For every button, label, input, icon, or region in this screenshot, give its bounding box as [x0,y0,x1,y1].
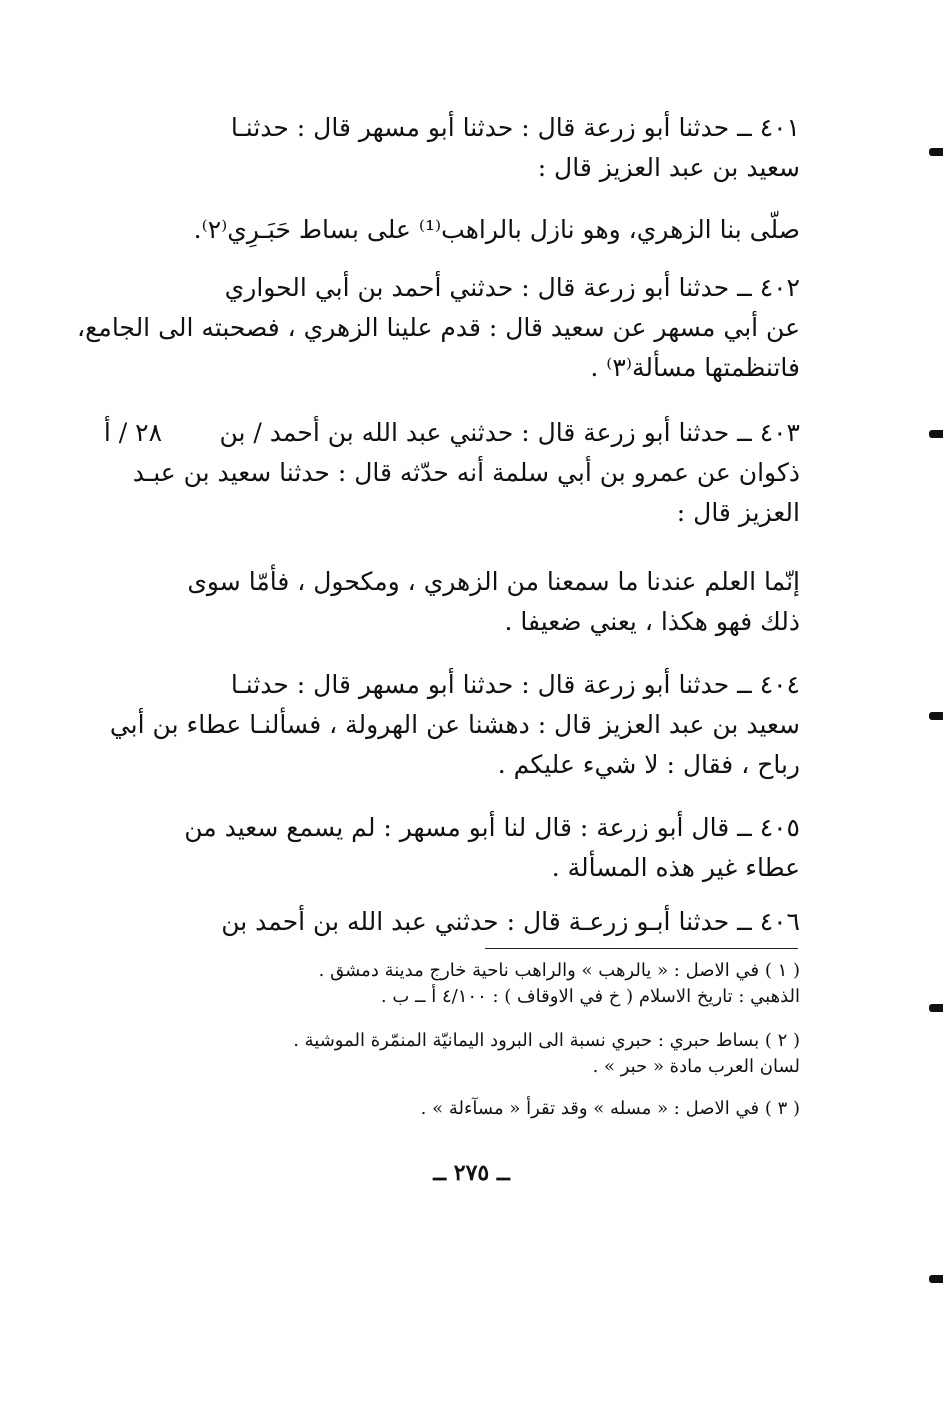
text-line: فاتنظمتها مسألة⁽٣⁾ . [590,353,800,382]
footnote-line: ( ٢ ) بساط حبري : حبري نسبة الى البرود اليمانيّة المنمّرة الموشية . [293,1030,800,1051]
footnote-line: لسان العرب مادة « حبر » . [592,1056,800,1077]
folio-margin-note: ٢٨ / أ [103,418,162,447]
footnote-line: الذهبي : تاريخ الاسلام ( خ في الاوقاف ) : ٤/١٠٠ أ ــ ب . [380,986,800,1007]
text-line: سعيد بن عبد العزيز قال : [537,153,800,182]
text-line: ذلك فهو هكذا ، يعني ضعيفا . [504,607,800,636]
text-line: سعيد بن عبد العزيز قال : دهشنا عن الهرولة ، فسألنـا عطاء بن أبي [109,710,800,739]
hadith-402 [77,268,800,388]
footnote-2 [160,1028,800,1080]
text-line: ٤٠٦ ــ حدثنا أبـو زرعـة قال : حدثني عبد الله بن أحمد بن [221,907,800,936]
hadith-403-quote [160,562,800,642]
hadith-404 [109,665,800,785]
scan-edge-mark [929,1004,943,1012]
text-line: عن أبي مسهر عن سعيد قال : قدم علينا الزهري ، فصحبته الى الجامع، [77,313,800,342]
text-line: عطاء غير هذه المسألة . [551,853,800,882]
scan-edge-mark [929,712,943,720]
text-line: صلّى بنا الزهري، وهو نازل بالراهب⁽¹⁾ على بساط حَبَـرِي⁽٢⁾. [193,215,800,244]
scan-edge-mark [929,148,943,156]
footnote-3 [160,1096,800,1122]
footnote-1 [160,958,800,1010]
hadith-406 [160,902,800,942]
hadith-401 [160,108,800,188]
text-line: ذكوان عن عمرو بن أبي سلمة أنه حدّثه قال : حدثنا سعيد بن عبـد [132,458,800,487]
footnote-line: ( ١ ) في الاصل : « يالرهب » والراهب ناحية خارج مدينة دمشق . [318,960,800,981]
text-line: ٤٠٤ ــ حدثنا أبو زرعة قال : حدثنا أبو مسهر قال : حدثنـا [230,670,800,699]
hadith-401-quote [160,210,800,250]
footnote-divider [485,948,798,949]
text-line: العزيز قال : [676,498,800,527]
scan-edge-mark [929,1275,943,1283]
scan-edge-mark [929,430,943,438]
text-line: ٤٠٢ ــ حدثنا أبو زرعة قال : حدثني أحمد بن أبي الحواري [224,273,800,302]
page-number: ــ ٢٧٥ ــ [433,1160,510,1186]
footnote-line: ( ٣ ) في الاصل : « مسله » وقد تقرأ « مسآءلة » . [420,1098,800,1119]
text-line: ٤٠١ ــ حدثنا أبو زرعة قال : حدثنا أبو مسهر قال : حدثنـا [230,113,800,142]
text-line: رباح ، فقال : لا شيء عليكم . [497,750,800,779]
text-line: ٤٠٥ ــ قال أبو زرعة : قال لنا أبو مسهر : لم يسمع سعيد من [184,813,800,842]
text-line: ٤٠٣ ــ حدثنا أبو زرعة قال : حدثني عبد الله بن أحمد / بن [219,418,800,447]
text-line: إنّما العلم عندنا ما سمعنا من الزهري ، ومكحول ، فأمّا سوى [187,567,800,596]
hadith-405 [160,808,800,888]
